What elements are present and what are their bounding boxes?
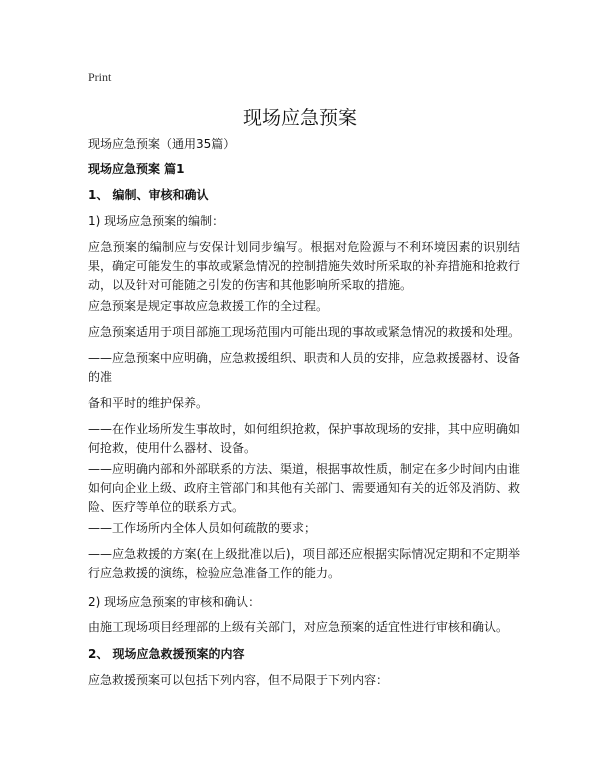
print-label: Print: [88, 70, 112, 84]
section-title: 现场应急预案 篇1: [88, 162, 185, 176]
paragraph: 备和平时的维护保养。: [88, 396, 209, 410]
paragraph: 应急救援预案可以包括下列内容，但不局限于下列内容：: [88, 673, 389, 687]
page-title: 现场应急预案: [242, 107, 357, 129]
paragraph: 2) 现场应急预案的审核和确认：: [88, 595, 261, 609]
paragraph: 1) 现场应急预案的编制：: [88, 214, 225, 228]
paragraph: 应急预案的编制应与安保计划同步编写。根据对危险源与不利环境因素的识别结果，确定可能发生的事故或紧急情况的控制措施失效时所采取的补弃措施和抢救行动，以及针对可能随之引发的伤害和其他影响所采取的措施。: [88, 240, 521, 292]
paragraph: 应急预案是规定事故应急救援工作的全过程。: [88, 299, 329, 313]
paragraph: ——在作业场所发生事故时，如何组织抢救，保护事故现场的安排，其中应明确如何抢救，使用什么器材、设备。: [88, 422, 521, 455]
paragraph: 应急预案适用于项目部施工现场范围内可能出现的事故或紧急情况的救援和处理。: [88, 325, 521, 339]
paragraph: ——工作场所内全体人员如何疏散的要求；: [88, 521, 317, 535]
paragraph: ——应明确内部和外部联系的方法、渠道，根据事故性质，制定在多少时间内由谁如何向企业上级、政府主管部门和其他有关部门、需要通知有关的近邻及消防、救险、医疗等单位的联系方式。: [88, 462, 521, 514]
paragraph: ——应急救援的方案(在上级批准以后)，项目部还应根据实际情况定期和不定期举行应急救援的演练，检验应急准备工作的能力。: [88, 547, 520, 580]
heading-1: 1、 编制、审核和确认: [88, 188, 209, 202]
paragraph: 由施工现场项目经理部的上级有关部门，对应急预案的适宜性进行审核和确认。: [88, 620, 509, 634]
heading-2: 2、 现场应急救援预案的内容: [88, 647, 245, 661]
document-subtitle: 现场应急预案（通用35篇）: [88, 137, 236, 151]
paragraph: ——应急预案中应明确，应急救援组织、职责和人员的安排，应急救援器材、设备的准: [88, 351, 521, 384]
